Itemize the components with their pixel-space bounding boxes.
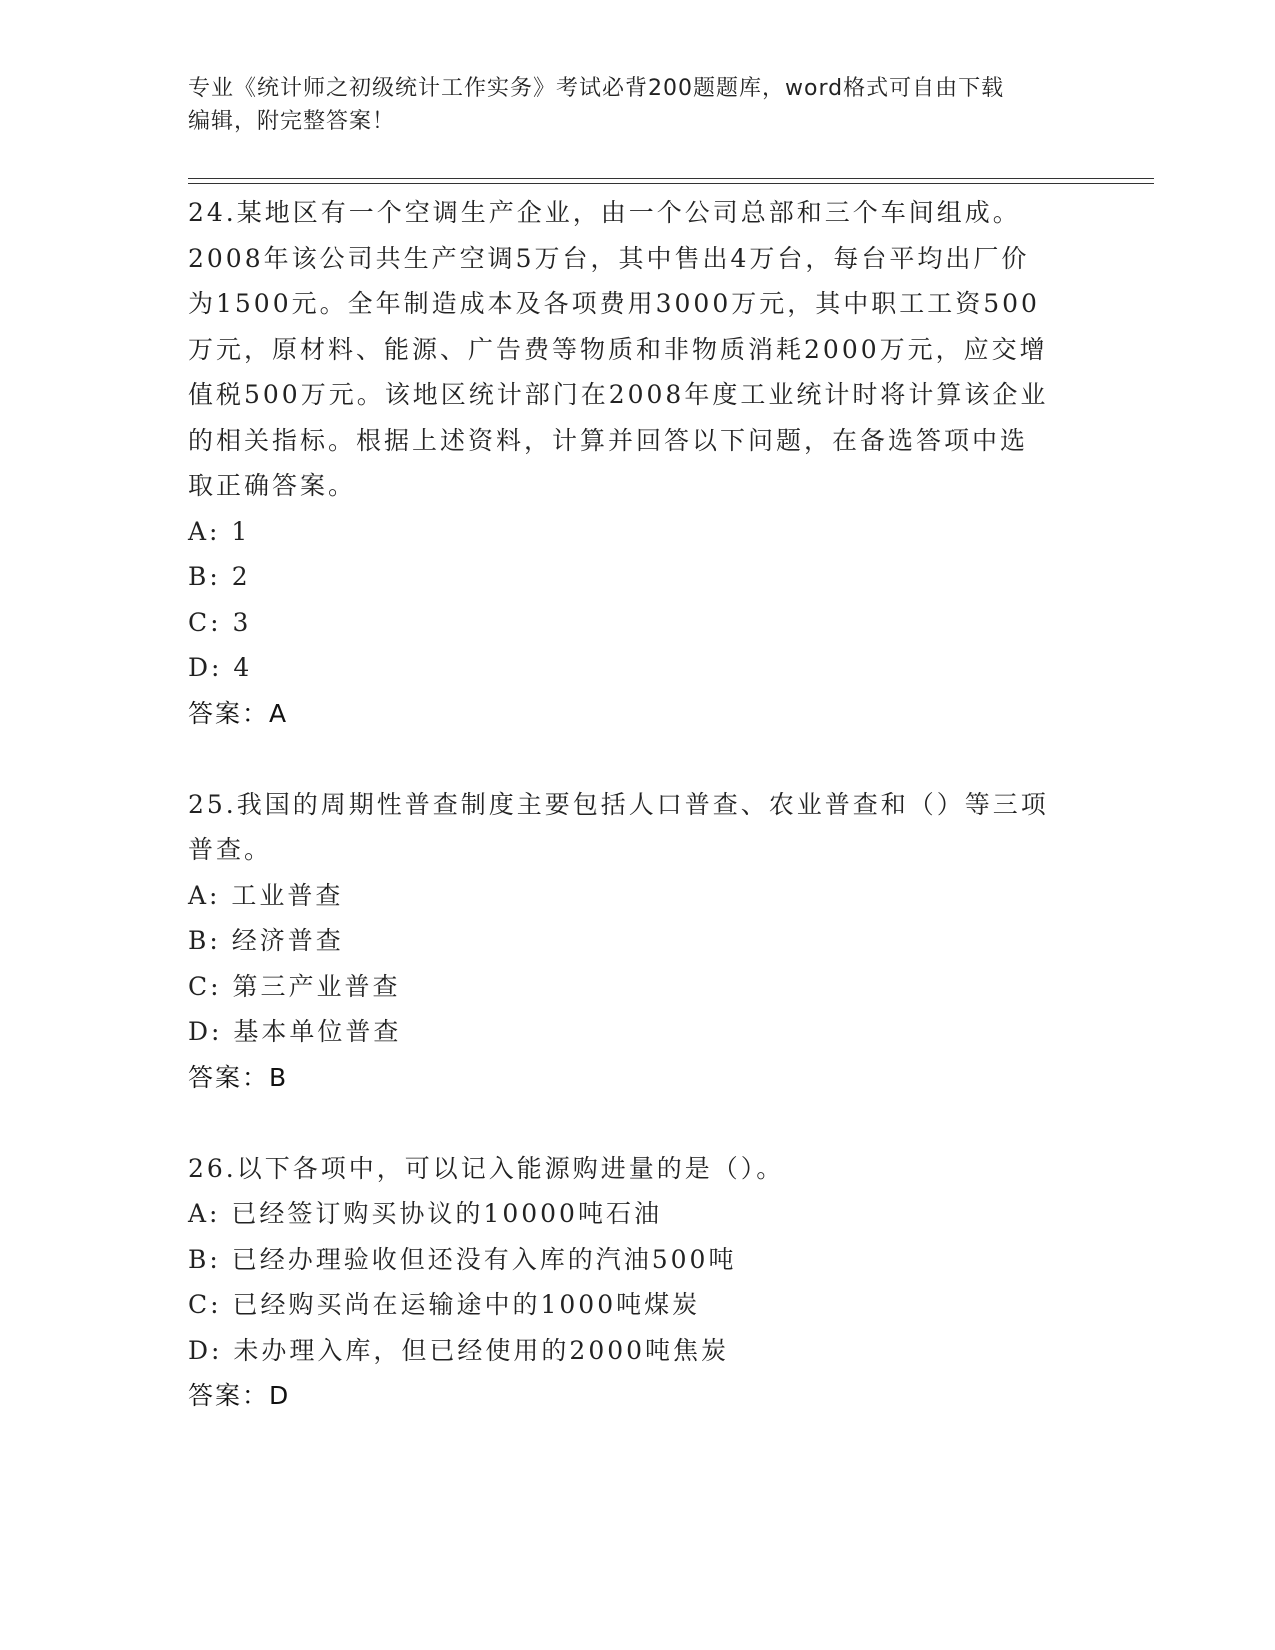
stem-line: 24.某地区有一个空调生产企业，由一个公司总部和三个车间组成。: [188, 198, 1021, 227]
option-b: B: 已经办理验收但还没有入库的汽油500吨: [188, 1244, 737, 1274]
question-stem: [188, 782, 1088, 873]
intro-line-1: 专业《统计师之初级统计工作实务》考试必背200题题库，word格式可自由下载: [188, 76, 1005, 101]
question-stem: [188, 1146, 1088, 1192]
stem-line: 25.我国的周期性普查制度主要包括人口普查、农业普查和（）等三项: [188, 789, 1049, 819]
stem-line: 为1500元。全年制造成本及各项费用3000万元，其中职工工资500: [188, 289, 1040, 318]
header-divider-bottom: [188, 183, 1154, 184]
question-spacer: [188, 1100, 1088, 1146]
option-a: A: 已经签订购买协议的10000吨石油: [188, 1199, 662, 1228]
stem-line: 取正确答案。: [188, 471, 357, 500]
option-a: A: 工业普查: [188, 880, 344, 910]
option-a: A: 1: [188, 516, 251, 546]
document-intro: [188, 72, 1088, 138]
option-c: C: 3: [188, 607, 252, 637]
stem-line: 值税500万元。该地区统计部门在2008年度工业统计时将计算该企业: [188, 380, 1049, 409]
stem-line: 26.以下各项中，可以记入能源购进量的是（）。: [188, 1153, 785, 1183]
option-d: D: 未办理入库，但已经使用的2000吨焦炭: [188, 1335, 730, 1365]
question-list: [188, 190, 1088, 1419]
stem-line: 万元，原材料、能源、广告费等物质和非物质消耗2000万元，应交增: [188, 334, 1048, 364]
option-d: D: 4: [188, 653, 253, 682]
header-divider-top: [188, 178, 1154, 179]
answer-label: 答案：D: [188, 1381, 291, 1410]
option-d: D: 基本单位普查: [188, 1017, 402, 1046]
answer-label: 答案：B: [188, 1062, 289, 1092]
option-b: B: 2: [188, 562, 251, 591]
question-spacer: [188, 736, 1088, 782]
intro-line-2: 编辑，附完整答案！: [188, 109, 396, 134]
option-c: C: 第三产业普查: [188, 971, 401, 1001]
answer-label: 答案：A: [188, 698, 289, 728]
question-stem: [188, 190, 1088, 509]
stem-line: 的相关指标。根据上述资料，计算并回答以下问题，在备选答项中选: [188, 425, 1029, 455]
question-25: [188, 782, 1088, 1101]
question-24: [188, 190, 1088, 736]
question-26: [188, 1146, 1088, 1419]
stem-line: 普查。: [188, 835, 273, 864]
option-c: C: 已经购买尚在运输途中的1000吨煤炭: [188, 1290, 701, 1319]
option-b: B: 经济普查: [188, 926, 344, 955]
stem-line: 2008年该公司共生产空调5万台，其中售出4万台，每台平均出厂价: [188, 243, 1030, 273]
